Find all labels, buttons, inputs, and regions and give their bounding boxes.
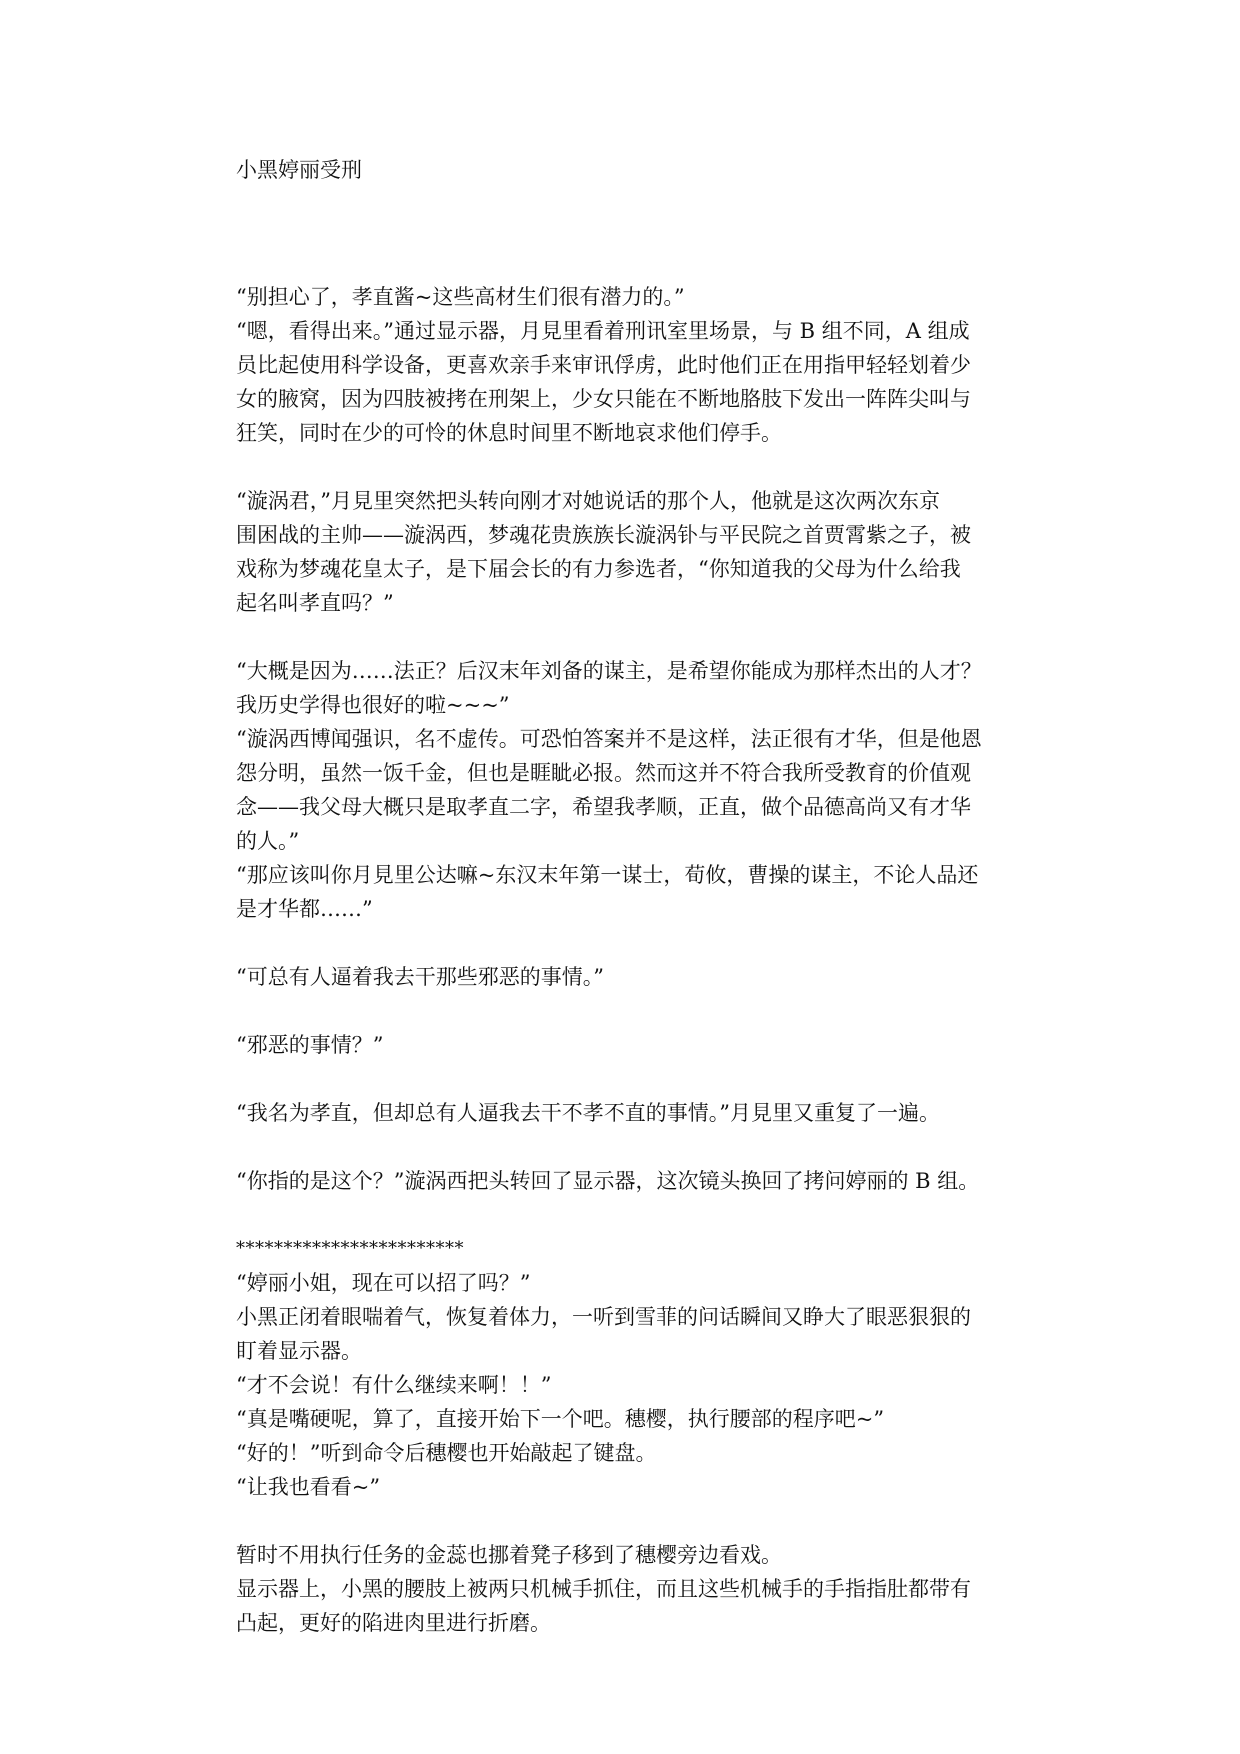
text-line: “别担心了，孝直酱~这些高材生们很有潜力的。” xyxy=(236,285,685,309)
blank-line xyxy=(236,926,1011,960)
document-title: 小黑婷丽受刑 xyxy=(236,158,362,182)
blank-line xyxy=(236,1198,1011,1232)
text-line: “才不会说！有什么继续来啊！！” xyxy=(236,1373,552,1397)
text-line: “真是嘴硬呢，算了，直接开始下一个吧。穗樱，执行腰部的程序吧~” xyxy=(236,1407,885,1431)
text-line: “你指的是这个？”漩涡西把头转回了显示器，这次镜头换回了拷问婷丽的 B 组。 xyxy=(236,1169,980,1193)
text-line: 怨分明，虽然一饭千金，但也是睚眦必报。然而这并不符合我所受教育的价值观 xyxy=(236,761,971,785)
blank-line xyxy=(236,1130,1011,1164)
text-line: 我历史学得也很好的啦~~~” xyxy=(236,693,510,717)
section-separator: ************************ xyxy=(236,1238,464,1259)
text-line: “漩涡西博闻强识，名不虚传。可恐怕答案并不是这样，法正很有才华，但是他恩 xyxy=(236,727,982,751)
text-line: “可总有人逼着我去干那些邪恶的事情。” xyxy=(236,965,604,989)
text-line: “婷丽小姐，现在可以招了吗？” xyxy=(236,1271,531,1295)
text-line: “让我也看看~” xyxy=(236,1475,381,1499)
text-line: 员比起使用科学设备，更喜欢亲手来审讯俘虏，此时他们正在用指甲轻轻划着少 xyxy=(236,353,971,377)
text-line: 狂笑，同时在少的可怜的休息时间里不断地哀求他们停手。 xyxy=(236,421,782,445)
text-line: 是才华都……” xyxy=(236,897,373,921)
blank-line xyxy=(236,994,1011,1028)
text-line: 盯着显示器。 xyxy=(236,1339,362,1363)
text-line: 小黑正闭着眼喘着气，恢复着体力，一听到雪菲的问话瞬间又睁大了眼恶狠狠的 xyxy=(236,1305,971,1329)
text-line: “邪恶的事情？” xyxy=(236,1033,384,1057)
blank-line xyxy=(236,620,1011,654)
text-line: 显示器上，小黑的腰肢上被两只机械手抓住，而且这些机械手的手指指肚都带有 xyxy=(236,1577,971,1601)
text-line: “好的！”听到命令后穗樱也开始敲起了键盘。 xyxy=(236,1441,657,1465)
blank-line xyxy=(236,450,1011,484)
text-line: 起名叫孝直吗？” xyxy=(236,591,394,615)
text-line: 凸起，更好的陷进肉里进行折磨。 xyxy=(236,1611,551,1635)
blank-line xyxy=(236,1504,1011,1538)
text-line: 的人。” xyxy=(236,829,300,853)
text-line: “我名为孝直，但却总有人逼我去干不孝不直的事情。”月見里又重复了一遍。 xyxy=(236,1101,940,1125)
text-line: 戏称为梦魂花皇太子，是下届会长的有力参选者，“你知道我的父母为什么给我 xyxy=(236,557,961,581)
text-line: 暂时不用执行任务的金蕊也挪着凳子移到了穗樱旁边看戏。 xyxy=(236,1543,782,1567)
text-line: 念——我父母大概只是取孝直二字，希望我孝顺，正直，做个品德高尚又有才华 xyxy=(236,795,971,819)
text-line: 围困战的主帅——漩涡西，梦魂花贵族族长漩涡钋与平民院之首贾霄紫之子，被 xyxy=(236,523,971,547)
document-body xyxy=(236,280,1011,1640)
text-line: “漩涡君，”月見里突然把头转向刚才对她说话的那个人，他就是这次两次东京 xyxy=(236,489,940,513)
text-line: “那应该叫你月見里公达嘛~东汉末年第一谋士，荀攸，曹操的谋主，不论人品还 xyxy=(236,863,979,887)
text-line: “大概是因为……法正？后汉末年刘备的谋主，是希望你能成为那样杰出的人才？ xyxy=(236,659,982,683)
blank-line xyxy=(236,1062,1011,1096)
text-line: 女的腋窝，因为四肢被拷在刑架上，少女只能在不断地胳肢下发出一阵阵尖叫与 xyxy=(236,387,971,411)
text-line: “嗯，看得出来。”通过显示器，月見里看着刑讯室里场景，与 B 组不同，A 组成 xyxy=(236,319,970,343)
